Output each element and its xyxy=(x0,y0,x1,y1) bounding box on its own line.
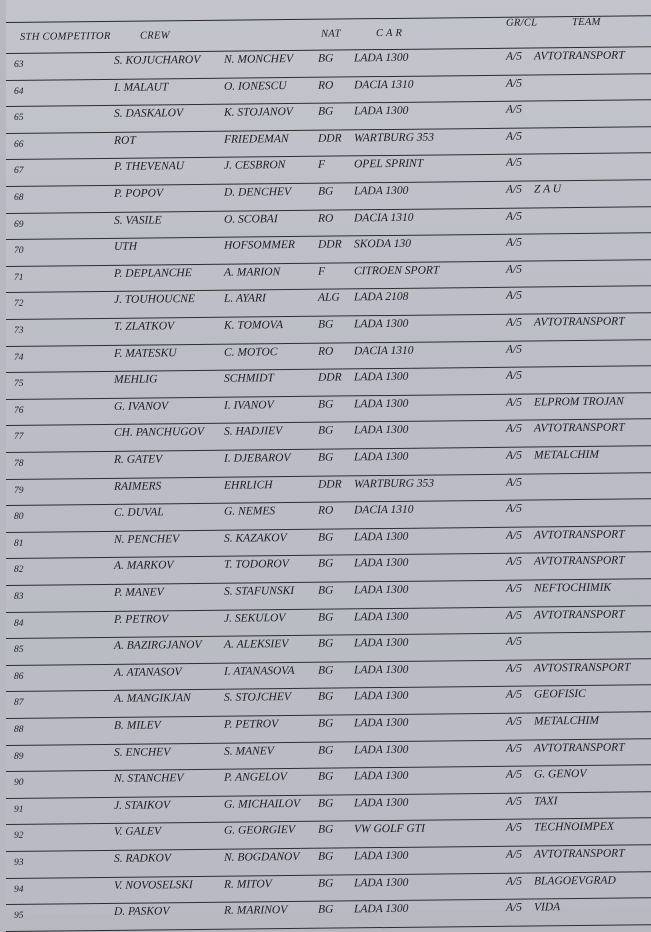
cell-d2: J. SEKULOV xyxy=(224,611,286,625)
cell-nat: BG xyxy=(318,185,334,198)
cell-nat: BG xyxy=(318,850,334,863)
cell-d1: N. STANCHEV xyxy=(114,772,184,786)
cell-num: 92 xyxy=(14,831,24,842)
cell-d1: A. MANGIKJAN xyxy=(114,692,191,706)
cell-d1: P. PETROV xyxy=(114,612,169,626)
cell-car: DACIA 1310 xyxy=(354,78,414,91)
cell-d1: UTH xyxy=(114,240,138,254)
cell-num: 95 xyxy=(14,911,24,922)
cell-num: 81 xyxy=(14,538,24,549)
cell-gr: A/5 xyxy=(506,662,522,675)
cell-team: GEOFISIC xyxy=(534,688,586,701)
cell-d1: S. VASILE xyxy=(114,213,162,227)
cell-num: 66 xyxy=(14,139,24,150)
cell-nat: DDR xyxy=(318,238,342,251)
cell-car: LADA 1300 xyxy=(354,796,409,810)
cell-d2: I. IVANOV xyxy=(224,398,274,412)
cell-num: 75 xyxy=(14,379,24,390)
cell-num: 79 xyxy=(14,485,24,496)
cell-nat: BG xyxy=(318,105,334,118)
cell-d2: L. AYARI xyxy=(224,292,266,306)
cell-d1: P. MANEV xyxy=(114,586,164,599)
cell-team: AVTOTRANSPORT xyxy=(534,741,625,755)
cell-d1: D. PASKOV xyxy=(114,905,170,919)
cell-d2: HOFSOMMER xyxy=(224,239,295,252)
cell-d2: S. STOJCHEV xyxy=(224,691,291,705)
cell-gr: A/5 xyxy=(506,316,522,329)
cell-d1: V. NOVOSELSKI xyxy=(114,878,193,892)
cell-nat: BG xyxy=(318,717,334,730)
cell-car: LADA 1300 xyxy=(354,51,409,65)
cell-car: LADA 1300 xyxy=(354,769,409,783)
cell-gr: A/5 xyxy=(506,795,522,808)
cell-gr: A/5 xyxy=(506,821,522,835)
cell-nat: RO xyxy=(318,345,334,358)
cell-num: 90 xyxy=(14,778,24,789)
cell-car: LADA 1300 xyxy=(354,424,409,437)
cell-num: 86 xyxy=(14,671,24,682)
cell-gr: A/5 xyxy=(506,263,522,276)
cell-car: LADA 1300 xyxy=(354,450,409,464)
cell-d1: A. BAZIRGJANOV xyxy=(114,639,202,653)
cell-gr: A/5 xyxy=(506,77,522,90)
cell-gr: A/5 xyxy=(506,422,522,436)
cell-d2: S. STAFUNSKI xyxy=(224,584,295,598)
cell-d2: S. MANEV xyxy=(224,744,274,758)
cell-nat: BG xyxy=(318,318,334,331)
cell-d2: T. TODOROV xyxy=(224,558,289,572)
cell-d2: P. ANGELOV xyxy=(224,771,287,784)
cell-num: 93 xyxy=(14,857,24,868)
cell-nat: BG xyxy=(318,744,334,757)
cell-d1: A. ATANASOV xyxy=(114,665,182,679)
cell-num: 71 xyxy=(14,272,24,283)
cell-team: AVTOTRANSPORT xyxy=(534,49,625,63)
cell-nat: BG xyxy=(318,584,334,597)
cell-team: AVTOSTRANSPORT xyxy=(534,661,631,675)
cell-car: LADA 1300 xyxy=(354,849,409,863)
cell-car: LADA 1300 xyxy=(354,743,409,756)
cell-d1: P. DEPLANCHE xyxy=(114,266,192,280)
cell-num: 63 xyxy=(14,59,24,70)
cell-d2: R. MARINOV xyxy=(224,904,288,917)
cell-d2: G. NEMES xyxy=(224,505,276,518)
cell-car: SKODA 130 xyxy=(354,237,411,251)
cell-d2: J. CESBRON xyxy=(224,159,286,173)
cell-team: VIDA xyxy=(534,901,561,914)
cell-gr: A/5 xyxy=(506,582,522,595)
cell-car: DACIA 1310 xyxy=(354,344,414,357)
cell-gr: A/5 xyxy=(506,156,522,170)
cell-team: AVTOTRANSPORT xyxy=(534,315,625,329)
cell-car: LADA 1300 xyxy=(354,876,409,889)
cell-d2: O. IONESCU xyxy=(224,79,287,93)
header-team: TEAM xyxy=(572,16,601,29)
cell-num: 73 xyxy=(14,325,24,336)
cell-team: METALCHIM xyxy=(534,448,599,462)
header-grcl: GR/CL xyxy=(506,17,538,29)
cell-num: 70 xyxy=(14,246,24,257)
cell-d2: S. HADJIEV xyxy=(224,425,283,439)
cell-car: OPEL SPRINT xyxy=(354,158,424,171)
cell-d1: N. PENCHEV xyxy=(114,532,180,546)
cell-team: BLAGOEVGRAD xyxy=(534,874,616,888)
cell-num: 89 xyxy=(14,751,24,762)
cell-team: AVTOTRANSPORT xyxy=(534,421,625,435)
cell-num: 83 xyxy=(14,591,24,602)
cell-num: 88 xyxy=(14,724,24,735)
cell-d2: A. ALEKSIEV xyxy=(224,638,289,651)
cell-d1: B. MILEV xyxy=(114,719,161,732)
cell-gr: A/5 xyxy=(506,529,522,542)
cell-team: Z A U xyxy=(534,183,562,196)
cell-nat: BG xyxy=(318,903,334,916)
cell-num: 85 xyxy=(14,645,24,656)
cell-nat: RO xyxy=(318,504,334,517)
cell-nat: BG xyxy=(318,557,334,571)
cell-d2: O. SCOBAI xyxy=(224,212,278,226)
cell-gr: A/5 xyxy=(506,768,522,781)
cell-car: WARTBURG 353 xyxy=(354,131,435,145)
cell-d1: C. DUVAL xyxy=(114,506,164,520)
cell-nat: BG xyxy=(318,424,334,438)
cell-num: 87 xyxy=(14,698,24,709)
cell-team: TECHNOIMPEX xyxy=(534,821,614,834)
header-nat: NAT xyxy=(321,28,341,40)
cell-nat: RO xyxy=(318,79,334,92)
cell-team: TAXI xyxy=(534,795,558,808)
cell-team: ELPROM TROJAN xyxy=(534,395,624,409)
cell-gr: A/5 xyxy=(506,183,522,196)
cell-gr: A/5 xyxy=(506,130,522,143)
cell-d2: I. DJEBAROV xyxy=(224,452,291,465)
cell-gr: A/5 xyxy=(506,742,522,755)
cell-d2: P. PETROV xyxy=(224,718,279,731)
cell-nat: ALG xyxy=(318,291,340,305)
cell-car: WARTBURG 353 xyxy=(354,477,435,490)
cell-d1: P. THEVENAU xyxy=(114,160,185,174)
cell-car: LADA 1300 xyxy=(354,104,409,118)
cell-d1: CH. PANCHUGOV xyxy=(114,426,204,440)
cell-gr: A/5 xyxy=(506,343,522,356)
cell-d2: S. KAZAKOV xyxy=(224,531,287,545)
cell-gr: A/5 xyxy=(506,476,522,489)
cell-gr: A/5 xyxy=(506,635,522,648)
cell-car: LADA 1300 xyxy=(354,557,409,570)
cell-d1: RAIMERS xyxy=(114,479,162,493)
cell-d1: S. RADKOV xyxy=(114,852,171,865)
header-car: C A R xyxy=(376,27,403,40)
cell-gr: A/5 xyxy=(506,502,522,515)
cell-car: VW GOLF GTI xyxy=(354,823,425,836)
cell-d1: S. KOJUCHAROV xyxy=(114,53,201,67)
cell-d2: N. MONCHEV xyxy=(224,52,293,66)
cell-gr: A/5 xyxy=(506,688,522,702)
cell-team: METALCHIM xyxy=(534,714,599,728)
cell-car: DACIA 1310 xyxy=(354,211,414,224)
cell-car: LADA 2108 xyxy=(354,291,409,304)
cell-gr: A/5 xyxy=(506,715,522,728)
cell-team: AVTOTRANSPORT xyxy=(534,608,625,622)
cell-team: AVTOTRANSPORT xyxy=(534,554,625,568)
cell-nat: DDR xyxy=(318,132,342,145)
cell-num: 82 xyxy=(14,565,24,576)
cell-d1: A. MARKOV xyxy=(114,559,174,573)
cell-nat: BG xyxy=(318,611,334,624)
cell-d2: G. GEORGIEV xyxy=(224,824,295,838)
cell-nat: BG xyxy=(318,531,334,544)
cell-d1: P. POPOV xyxy=(114,187,163,200)
cell-team: AVTOTRANSPORT xyxy=(534,847,625,861)
cell-d1: S. ENCHEV xyxy=(114,745,171,759)
cell-car: LADA 1300 xyxy=(354,370,409,384)
cell-nat: BG xyxy=(318,451,334,464)
cell-car: LADA 1300 xyxy=(354,530,409,544)
cell-num: 72 xyxy=(14,299,24,310)
cell-num: 65 xyxy=(14,113,24,124)
cell-d1: G. IVANOV xyxy=(114,400,169,413)
cell-num: 69 xyxy=(14,219,24,230)
cell-num: 91 xyxy=(14,804,24,815)
cell-d2: I. ATANASOVA xyxy=(224,664,295,678)
cell-nat: F xyxy=(318,265,326,278)
cell-num: 80 xyxy=(14,512,24,523)
cell-d1: S. DASKALOV xyxy=(114,107,183,121)
cell-d2: G. MICHAILOV xyxy=(224,797,301,811)
cell-gr: A/5 xyxy=(506,236,522,249)
cell-nat: BG xyxy=(318,637,334,650)
cell-gr: A/5 xyxy=(506,210,522,223)
cell-car: LADA 1300 xyxy=(354,184,409,198)
cell-gr: A/5 xyxy=(506,396,522,409)
cell-car: LADA 1300 xyxy=(354,716,409,730)
cell-d2: N. BOGDANOV xyxy=(224,850,300,864)
cell-nat: DDR xyxy=(318,478,342,491)
cell-car: LADA 1300 xyxy=(354,663,409,677)
cell-d1: J. STAIKOV xyxy=(114,799,171,812)
cell-d2: R. MITOV xyxy=(224,877,272,891)
cell-gr: A/5 xyxy=(506,369,522,382)
cell-car: LADA 1300 xyxy=(354,583,409,597)
cell-car: DACIA 1310 xyxy=(354,503,414,517)
cell-d1: R. GATEV xyxy=(114,453,163,466)
document-page xyxy=(6,0,651,922)
cell-num: 78 xyxy=(14,458,24,469)
cell-nat: F xyxy=(318,159,326,172)
cell-d1: J. TOUHOUCNE xyxy=(114,293,195,307)
cell-d1: MEHLIG xyxy=(114,373,158,387)
cell-num: 64 xyxy=(14,86,24,97)
cell-d1: F. MATESKU xyxy=(114,346,177,360)
cell-num: 68 xyxy=(14,192,24,203)
cell-d2: FRIEDEMAN xyxy=(224,132,289,146)
cell-car: LADA 1300 xyxy=(354,636,409,650)
cell-nat: BG xyxy=(318,690,334,704)
cell-nat: BG xyxy=(318,398,334,411)
cell-gr: A/5 xyxy=(506,901,522,914)
cell-d2: A. MARION xyxy=(224,265,281,279)
header-crew: CREW xyxy=(140,30,170,42)
cell-nat: BG xyxy=(318,823,334,837)
cell-gr: A/5 xyxy=(506,289,522,303)
cell-gr: A/5 xyxy=(506,50,522,63)
cell-car: LADA 1300 xyxy=(354,690,409,703)
header-competitor: STH COMPETITOR xyxy=(20,30,111,43)
cell-gr: A/5 xyxy=(506,555,522,569)
cell-car: LADA 1300 xyxy=(354,397,409,411)
cell-gr: A/5 xyxy=(506,609,522,622)
cell-d1: ROT xyxy=(114,134,136,147)
cell-team: NEFTOCHIMIK xyxy=(534,581,612,595)
cell-d2: SCHMIDT xyxy=(224,372,274,385)
cell-nat: BG xyxy=(318,877,334,890)
cell-num: 77 xyxy=(14,432,24,443)
cell-car: LADA 1300 xyxy=(354,610,409,623)
cell-d2: K. STOJANOV xyxy=(224,106,293,119)
cell-team: G. GENOV xyxy=(534,768,587,781)
cell-d2: EHRLICH xyxy=(224,478,273,492)
cell-num: 84 xyxy=(14,618,24,629)
cell-num: 67 xyxy=(14,166,24,177)
cell-car: LADA 1300 xyxy=(354,902,409,916)
cell-nat: RO xyxy=(318,212,334,225)
cell-car: LADA 1300 xyxy=(354,317,409,331)
cell-d1: T. ZLATKOV xyxy=(114,320,175,333)
cell-car: CITROEN SPORT xyxy=(354,264,440,278)
cell-nat: BG xyxy=(318,770,334,783)
cell-d1: I. MALAUT xyxy=(114,80,169,94)
cell-num: 94 xyxy=(14,884,24,895)
cell-gr: A/5 xyxy=(506,848,522,861)
cell-nat: BG xyxy=(318,52,334,65)
cell-team: AVTOTRANSPORT xyxy=(534,528,625,542)
cell-num: 76 xyxy=(14,405,24,416)
cell-d2: C. MOTOC xyxy=(224,345,278,359)
cell-nat: BG xyxy=(318,664,334,677)
cell-gr: A/5 xyxy=(506,875,522,888)
cell-num: 74 xyxy=(14,352,24,363)
cell-gr: A/5 xyxy=(506,449,522,462)
cell-nat: DDR xyxy=(318,371,342,384)
cell-nat: BG xyxy=(318,797,334,810)
cell-d1: V. GALEV xyxy=(114,825,162,839)
cell-d2: K. TOMOVA xyxy=(224,319,283,332)
cell-d2: D. DENCHEV xyxy=(224,186,292,199)
cell-gr: A/5 xyxy=(506,103,522,116)
